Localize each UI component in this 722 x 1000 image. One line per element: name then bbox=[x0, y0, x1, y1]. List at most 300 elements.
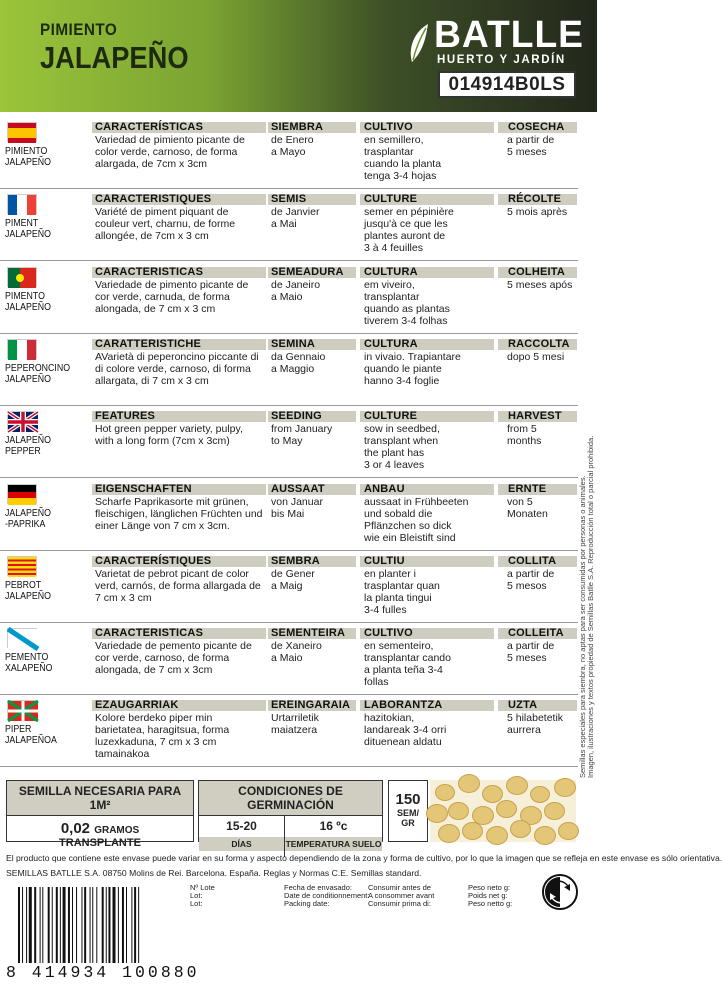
text-line: 3-4 fulles bbox=[364, 604, 407, 616]
text-line: follas bbox=[364, 676, 389, 688]
text-line: a Maig bbox=[271, 580, 303, 592]
barcode-bar bbox=[72, 887, 73, 963]
seed-needed-box bbox=[6, 780, 194, 849]
lot-labels bbox=[190, 884, 215, 908]
product-name-local bbox=[5, 652, 77, 674]
flag-eus-icon bbox=[7, 700, 37, 720]
text-line: quando as plantas bbox=[364, 303, 450, 315]
text-line: trasplantar bbox=[364, 146, 414, 158]
column-text bbox=[271, 712, 359, 736]
column-text bbox=[95, 134, 267, 170]
column-header: SIEMBRA bbox=[271, 121, 324, 133]
product-name-local-1: JALAPEÑO bbox=[5, 435, 51, 446]
seeds-per-gram-box bbox=[388, 780, 428, 842]
column-text bbox=[271, 496, 359, 520]
column-header: EZAUGARRIAK bbox=[95, 699, 179, 711]
text-line: 7 cm x 3 cm bbox=[95, 592, 152, 604]
column-text bbox=[364, 134, 494, 182]
section-separator bbox=[0, 477, 578, 478]
text-line: da Gennaio bbox=[271, 351, 326, 363]
column-header: COSECHA bbox=[508, 121, 565, 133]
column-text bbox=[364, 496, 494, 544]
column-header: CARACTERISTICAS bbox=[95, 266, 204, 278]
consume-before-labels bbox=[368, 884, 434, 908]
barcode-bar bbox=[81, 887, 82, 963]
column-text bbox=[271, 568, 359, 592]
column-header: COLLEITA bbox=[508, 627, 564, 639]
barcode-bar bbox=[60, 887, 61, 963]
column-text bbox=[507, 279, 579, 291]
column-header: RÉCOLTE bbox=[508, 193, 562, 205]
side-text-1: Semillas especiales para siembra, no aptas para ser consumidas por personas o animales. bbox=[578, 475, 587, 778]
seed bbox=[544, 802, 565, 820]
text-line: semer en pépinière bbox=[364, 206, 454, 218]
seed bbox=[435, 784, 455, 801]
text-line: landareak 3-4 orri bbox=[364, 724, 447, 736]
product-name-local-1: PIPER bbox=[5, 724, 32, 735]
seeds-unit-2: GR bbox=[401, 818, 415, 828]
column-header: CARACTERISTICAS bbox=[95, 627, 204, 639]
text-line: color verde, carnoso, de forma bbox=[95, 146, 238, 158]
language-section-fr bbox=[0, 190, 578, 262]
weight-label-2: Peso netto g: bbox=[468, 899, 513, 908]
text-line: to May bbox=[271, 435, 303, 447]
text-line: transplant when bbox=[364, 435, 439, 447]
germination-days: 15-20 bbox=[226, 819, 257, 833]
text-line: 3 or 4 leaves bbox=[364, 459, 425, 471]
text-line: with a long form (7cm x 3cm) bbox=[95, 435, 230, 447]
seed bbox=[462, 822, 483, 840]
disclaimer bbox=[6, 853, 722, 879]
lot-label-2: Lot: bbox=[190, 899, 203, 908]
text-line: Urtarriletik bbox=[271, 712, 319, 724]
text-line: a Maggio bbox=[271, 363, 315, 375]
column-text bbox=[95, 351, 267, 387]
column-header: LABORANTZA bbox=[364, 699, 443, 711]
barcode-bar bbox=[84, 887, 86, 963]
leaf-logo-icon bbox=[408, 22, 430, 64]
column-text bbox=[364, 640, 494, 688]
seed bbox=[438, 824, 460, 843]
text-line: verd, carnós, de forma allargada de bbox=[95, 580, 261, 592]
column-text bbox=[95, 496, 267, 532]
text-line: allargata, di 7 cm x 3 cm bbox=[95, 375, 209, 387]
text-line: la planta tingui bbox=[364, 592, 432, 604]
text-line: 5 mois après bbox=[507, 206, 568, 218]
product-name-local-2: JALAPEÑOA bbox=[5, 735, 57, 746]
product-name-local-1: PIMENTO bbox=[5, 291, 45, 302]
barcode-bar bbox=[96, 887, 97, 963]
text-line: 5 meses bbox=[507, 146, 547, 158]
consume-label-1: A consommer avant bbox=[368, 891, 435, 900]
text-line: en semillero, bbox=[364, 134, 424, 146]
column-text bbox=[95, 568, 267, 604]
product-name-local-2: -PAPRIKA bbox=[5, 519, 46, 530]
text-line: de Xaneiro bbox=[271, 640, 322, 652]
seed-needed-title: SEMILLA NECESARIA PARA 1M² bbox=[7, 781, 193, 816]
product-name-local-2: JALAPEÑO bbox=[5, 302, 51, 313]
product-name-local-2: JALAPEÑO bbox=[5, 229, 51, 240]
column-text bbox=[507, 640, 579, 664]
product-name-line1: PIMIENTO bbox=[40, 20, 118, 39]
text-line: Variété de piment piquant de bbox=[95, 206, 229, 218]
header-banner bbox=[0, 0, 597, 112]
text-line: einer Länge von 7 cm x 3cm. bbox=[95, 520, 230, 532]
column-header: CULTURA bbox=[364, 266, 418, 278]
flag-gb-icon bbox=[7, 411, 37, 431]
column-text bbox=[364, 279, 494, 327]
text-line: transplantar cando bbox=[364, 652, 451, 664]
barcode-bar bbox=[42, 887, 43, 963]
barcode-bar bbox=[134, 887, 136, 963]
column-header: COLLITA bbox=[508, 555, 557, 567]
product-name-local-2: XALAPEÑO bbox=[5, 663, 53, 674]
column-text bbox=[364, 351, 494, 387]
consume-label-0: Consumir antes de bbox=[368, 883, 431, 892]
weight-label-1: Poids net g: bbox=[468, 891, 508, 900]
language-section-de bbox=[0, 480, 578, 552]
section-separator bbox=[0, 188, 578, 189]
text-line: Kolore berdeko piper min bbox=[95, 712, 213, 724]
column-header: EIGENSCHAFTEN bbox=[95, 483, 192, 495]
text-line: Variedade de pimento picante de bbox=[95, 279, 249, 291]
text-line: Monaten bbox=[507, 508, 548, 520]
seed bbox=[510, 820, 531, 838]
side-text-0: Imagen, ilustraciones y textos propiedad de Semillas Batlle S.A. Reproducción total o parcial prohibida. bbox=[586, 435, 595, 778]
seeds-unit: SEM/ bbox=[396, 808, 419, 818]
text-line: couleur vert, charnu, de forme bbox=[95, 218, 236, 230]
barcode-bar bbox=[68, 887, 70, 963]
text-line: plantes auront de bbox=[364, 230, 446, 242]
barcode-bar bbox=[76, 887, 77, 963]
text-line: alongada, de 7 cm x 3 cm bbox=[95, 303, 216, 315]
column-header: SEMIS bbox=[271, 193, 307, 205]
text-line: the plant has bbox=[364, 447, 425, 459]
column-text bbox=[271, 423, 359, 447]
section-separator bbox=[0, 260, 578, 261]
flag-cat-icon bbox=[7, 556, 37, 576]
text-line: alongada, de 7 cm x 3cm bbox=[95, 664, 213, 676]
column-header: EREINGARAIA bbox=[271, 699, 351, 711]
transplant-label: TRANSPLANTE bbox=[59, 837, 141, 849]
barcode-bar bbox=[106, 887, 107, 963]
seed bbox=[496, 800, 517, 818]
text-line: hazitokian, bbox=[364, 712, 415, 724]
column-text bbox=[271, 351, 359, 375]
language-section-it bbox=[0, 335, 578, 407]
seed bbox=[506, 776, 528, 795]
text-line: a Mai bbox=[271, 218, 297, 230]
section-separator bbox=[0, 766, 578, 767]
barcode-bar bbox=[40, 887, 41, 963]
product-name-local-2: PEPPER bbox=[5, 446, 41, 457]
column-header: CARACTERISTIQUES bbox=[95, 193, 212, 205]
text-line: a partir de bbox=[507, 568, 555, 580]
text-line: cuando la planta bbox=[364, 158, 442, 170]
seed bbox=[486, 826, 508, 845]
barcode-bar bbox=[90, 887, 91, 963]
column-text bbox=[95, 206, 267, 242]
seeds-photo bbox=[430, 780, 576, 842]
soil-temperature: 16 ºc bbox=[319, 819, 348, 833]
product-code: 014914B0LS bbox=[438, 71, 576, 98]
section-separator bbox=[0, 622, 578, 623]
seed bbox=[458, 774, 480, 793]
column-header: CULTURE bbox=[364, 410, 418, 422]
text-line: Hot green pepper variety, pulpy, bbox=[95, 423, 243, 435]
column-header: CARACTERÍSTICAS bbox=[95, 121, 204, 133]
weight-label-0: Peso neto g: bbox=[468, 883, 511, 892]
flag-fr-icon bbox=[7, 194, 37, 214]
column-header: ERNTE bbox=[508, 483, 547, 495]
column-header: AUSSAAT bbox=[271, 483, 325, 495]
lot-label-0: Nº Lote bbox=[190, 883, 215, 892]
column-header: SEMENTEIRA bbox=[271, 627, 346, 639]
column-header: CARATTERISTICHE bbox=[95, 338, 202, 350]
column-text bbox=[507, 134, 579, 158]
barcode-bar bbox=[102, 887, 104, 963]
column-text bbox=[507, 206, 579, 218]
product-name-local bbox=[5, 218, 77, 240]
barcode-bar bbox=[34, 887, 36, 963]
barcode-bar bbox=[113, 887, 116, 963]
text-line: von Januar bbox=[271, 496, 323, 508]
text-line: wie ein Bleistift sind bbox=[364, 532, 456, 544]
column-text bbox=[507, 712, 579, 736]
packed-label-2: Packing date: bbox=[284, 899, 330, 908]
packing-date-labels bbox=[284, 884, 369, 908]
barcode-bar bbox=[131, 887, 132, 963]
text-line: 5 meses após bbox=[507, 279, 573, 291]
text-line: Varietat de pebrot picant de color bbox=[95, 568, 249, 580]
product-name-local-1: JALAPEÑO bbox=[5, 508, 51, 519]
text-line: tamainakoa bbox=[95, 748, 150, 760]
text-line: a Maio bbox=[271, 291, 303, 303]
column-text bbox=[364, 206, 494, 254]
text-line: tiverem 3-4 folhas bbox=[364, 315, 448, 327]
text-line: maiatzera bbox=[271, 724, 318, 736]
language-section-pt bbox=[0, 263, 578, 335]
language-section-gal bbox=[0, 624, 578, 696]
seeds-count: 150 bbox=[395, 791, 421, 808]
section-separator bbox=[0, 550, 578, 551]
text-line: di colore verde, carnoso, di forma bbox=[95, 363, 251, 375]
packed-label-1: Date de conditionnement: bbox=[284, 891, 370, 900]
column-text bbox=[95, 640, 267, 676]
section-separator bbox=[0, 694, 578, 695]
column-text bbox=[95, 279, 267, 315]
column-header: FEATURES bbox=[95, 410, 156, 422]
column-header: CARACTERÍSTIQUES bbox=[95, 555, 212, 567]
text-line: 3 à 4 feuilles bbox=[364, 242, 423, 254]
barcode-number: 8 414934 100880 bbox=[6, 963, 200, 982]
product-name-local bbox=[5, 363, 77, 385]
product-name-local bbox=[5, 435, 77, 457]
product-name-local-2: JALAPEÑO bbox=[5, 591, 51, 602]
lot-label-1: Lot: bbox=[190, 891, 203, 900]
flag-it-icon bbox=[7, 339, 37, 359]
seed bbox=[448, 802, 469, 820]
text-line: Variedade de pemento picante de bbox=[95, 640, 252, 652]
column-text bbox=[95, 712, 267, 760]
text-line: 5 hilabetetik bbox=[507, 712, 564, 724]
product-name-local-1: PEPERONCINO bbox=[5, 363, 71, 374]
text-line: bis Mai bbox=[271, 508, 305, 520]
side-legal-text bbox=[579, 118, 595, 778]
barcode-bar bbox=[63, 887, 66, 963]
text-line: de Enero bbox=[271, 134, 314, 146]
column-header: CULTURE bbox=[364, 193, 418, 205]
text-line: dituenean aldatu bbox=[364, 736, 442, 748]
column-text bbox=[95, 423, 267, 447]
text-line: a planta teña 3-4 bbox=[364, 664, 443, 676]
text-line: de Janvier bbox=[271, 206, 320, 218]
seed-amount: 0,02 bbox=[60, 820, 91, 837]
column-header: ANBAU bbox=[364, 483, 405, 495]
barcode-bar bbox=[126, 887, 127, 963]
product-name-local bbox=[5, 508, 77, 530]
consume-label-2: Consumir prima di: bbox=[368, 899, 431, 908]
flag-de-icon bbox=[7, 484, 37, 504]
text-line: from January bbox=[271, 423, 333, 435]
text-line: dopo 5 mesi bbox=[507, 351, 565, 363]
days-label: DÍAS bbox=[199, 837, 284, 851]
text-line: in vivaio. Trapiantare bbox=[364, 351, 461, 363]
column-text bbox=[271, 279, 359, 303]
text-line: Scharfe Paprikasorte mit grünen, bbox=[95, 496, 249, 508]
product-name-local bbox=[5, 146, 77, 168]
column-text bbox=[271, 640, 359, 664]
barcode-bar bbox=[26, 887, 27, 963]
text-line: transplantar bbox=[364, 291, 420, 303]
text-line: jusqu'à ce que les bbox=[364, 218, 448, 230]
text-line: quando le piante bbox=[364, 363, 442, 375]
company-info: SEMILLAS BATLLE S.A. 08750 Molins de Rei. Barcelona. España. Reglas y Normas C.E. Semillas standard. bbox=[6, 868, 422, 878]
text-line: from 5 bbox=[507, 423, 537, 435]
column-header: SEMBRA bbox=[271, 555, 320, 567]
text-line: 5 mesos bbox=[507, 580, 547, 592]
product-name-local-1: PEMENTO bbox=[5, 652, 49, 663]
column-text bbox=[507, 423, 579, 447]
text-line: cor verde, carnoso, de forma bbox=[95, 652, 230, 664]
barcode-bar bbox=[22, 887, 23, 963]
column-header: SEMEADURA bbox=[271, 266, 344, 278]
text-line: und sobald die bbox=[364, 508, 433, 520]
text-line: en sementeiro, bbox=[364, 640, 434, 652]
language-section-gb bbox=[0, 407, 578, 479]
column-header: SEMINA bbox=[271, 338, 315, 350]
text-line: luzexkaduna, 7 cm x 3 cm bbox=[95, 736, 217, 748]
green-dot-recycle-icon bbox=[541, 873, 579, 911]
temp-label: TEMPERATURA SUELO bbox=[285, 839, 382, 849]
text-line: a Mayo bbox=[271, 146, 306, 158]
column-text bbox=[507, 496, 579, 520]
text-line: allongée, de 7cm x 3 cm bbox=[95, 230, 209, 242]
column-header: RACCOLTA bbox=[508, 338, 570, 350]
text-line: von 5 bbox=[507, 496, 533, 508]
text-line: em viveiro, bbox=[364, 279, 415, 291]
language-section-es bbox=[0, 118, 578, 190]
column-header: CULTURA bbox=[364, 338, 418, 350]
section-separator bbox=[0, 333, 578, 334]
product-name-local bbox=[5, 580, 77, 602]
barcode-bar bbox=[52, 887, 53, 963]
text-line: Pflänzchen so dick bbox=[364, 520, 452, 532]
language-section-cat bbox=[0, 552, 578, 624]
text-line: sow in seedbed, bbox=[364, 423, 440, 435]
flag-es-icon bbox=[7, 122, 37, 142]
language-section-eus bbox=[0, 696, 578, 768]
section-separator bbox=[0, 405, 578, 406]
text-line: de Janeiro bbox=[271, 279, 321, 291]
flag-pt-icon bbox=[7, 267, 37, 287]
column-header: COLHEITA bbox=[508, 266, 566, 278]
column-text bbox=[271, 134, 359, 158]
disclaimer-text: El producto que contiene este envase puede variar en su forma y aspecto dependiendo de la zona y forma de cultivo, por lo que la imagen que se refleja en este envase es sólo orientativa. bbox=[6, 853, 722, 863]
seed bbox=[530, 786, 550, 803]
column-header: CULTIVO bbox=[364, 627, 413, 639]
text-line: fleischigen, länglichen Früchten und bbox=[95, 508, 263, 520]
product-name-local-1: PEBROT bbox=[5, 580, 42, 591]
text-line: AVarietà di peperoncino piccante di bbox=[95, 351, 259, 363]
text-line: a Maio bbox=[271, 652, 303, 664]
column-header: CULTIVO bbox=[364, 121, 413, 133]
text-line: tenga 3-4 hojas bbox=[364, 170, 437, 182]
barcode-bar bbox=[122, 887, 124, 963]
column-header: CULTIU bbox=[364, 555, 405, 567]
brand-name: BATLLE bbox=[434, 14, 584, 56]
text-line: aurrera bbox=[507, 724, 541, 736]
barcode-bar bbox=[18, 887, 20, 963]
barcode-bar bbox=[29, 887, 32, 963]
net-weight-labels bbox=[468, 884, 512, 908]
product-name-local bbox=[5, 291, 77, 313]
column-text bbox=[507, 351, 579, 363]
column-header: UZTA bbox=[508, 699, 538, 711]
column-text bbox=[364, 568, 494, 616]
text-line: alargada, de 7cm x 3cm bbox=[95, 158, 208, 170]
packed-label-0: Fecha de envasado: bbox=[284, 883, 352, 892]
seed bbox=[426, 804, 448, 823]
text-line: Variedad de pimiento picante de bbox=[95, 134, 245, 146]
germination-box bbox=[198, 780, 383, 849]
barcode-bar bbox=[108, 887, 110, 963]
barcode-bar bbox=[56, 887, 58, 963]
product-name-local bbox=[5, 724, 77, 746]
text-line: en planter i bbox=[364, 568, 416, 580]
product-name-local-2: JALAPEÑO bbox=[5, 374, 51, 385]
text-line: 5 meses bbox=[507, 652, 547, 664]
column-text bbox=[507, 568, 579, 592]
column-header: SEEDING bbox=[271, 410, 322, 422]
product-name-local-2: JALAPEÑO bbox=[5, 157, 51, 168]
seed bbox=[482, 785, 503, 803]
column-header: HARVEST bbox=[508, 410, 562, 422]
seed bbox=[558, 822, 579, 840]
seed bbox=[554, 778, 576, 797]
text-line: months bbox=[507, 435, 542, 447]
seed bbox=[534, 826, 556, 845]
text-line: a partir de bbox=[507, 134, 555, 146]
seed-unit: GRAMOS bbox=[94, 825, 140, 836]
barcode-bar bbox=[138, 887, 139, 963]
column-text bbox=[364, 423, 494, 471]
product-name-line2: JALAPEÑO bbox=[40, 40, 189, 75]
brand-tagline: HUERTO Y JARDÍN bbox=[437, 54, 566, 66]
text-line: a partir de bbox=[507, 640, 555, 652]
text-line: trasplantar quan bbox=[364, 580, 440, 592]
barcode-bar bbox=[118, 887, 119, 963]
